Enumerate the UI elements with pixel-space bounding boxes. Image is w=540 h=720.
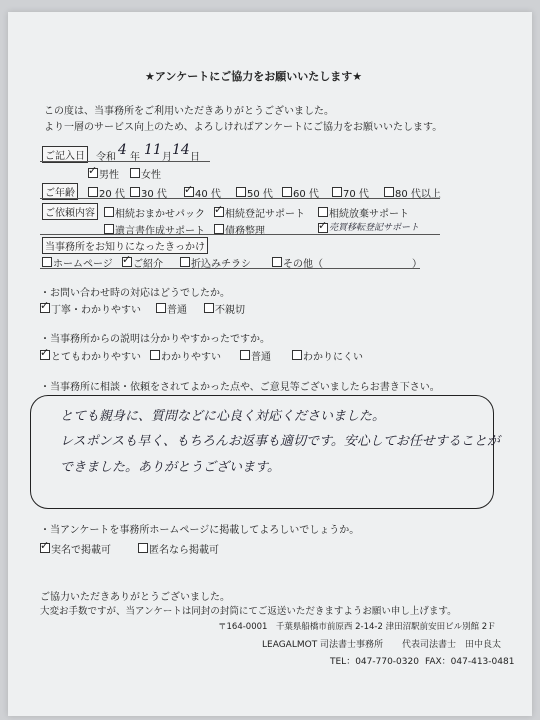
age-70s-checkbox[interactable] bbox=[332, 187, 342, 197]
comment-line-2: レスポンスも早く、もちろんお返事も適切です。安心してお任せすることが bbox=[60, 434, 500, 449]
age-underline bbox=[40, 198, 440, 199]
request-omakase-label: 相続おまかせパック bbox=[115, 209, 205, 220]
age-30s-checkbox[interactable] bbox=[130, 187, 140, 197]
entry-date-day[interactable]: 14 bbox=[172, 142, 190, 158]
q2-futsuu-label: 普通 bbox=[251, 352, 271, 363]
q4-tokumei-label: 匿名なら掲載可 bbox=[149, 545, 219, 556]
gender-female-label: 女性 bbox=[141, 170, 161, 181]
comment-line-1: とても親身に、質問などに心良く対応くださいました。 bbox=[60, 409, 386, 424]
request-omakase-checkbox[interactable] bbox=[104, 207, 114, 217]
q4-jitsumei-label: 実名で掲載可 bbox=[51, 545, 111, 556]
q1-futsuu-label: 普通 bbox=[167, 305, 187, 316]
q1-question: ・お問い合わせ時の対応はどうでしたか。 bbox=[40, 288, 230, 299]
q2-question: ・当事務所からの説明は分かりやすかったですか。 bbox=[40, 334, 270, 345]
request-houki-checkbox[interactable] bbox=[318, 207, 328, 217]
request-baibai-checkbox[interactable] bbox=[318, 223, 328, 233]
request-yuigon-checkbox[interactable] bbox=[104, 224, 114, 234]
entry-date-year[interactable]: 4 bbox=[118, 142, 127, 158]
q2-totemo-checkbox[interactable] bbox=[40, 350, 50, 360]
q4-tokumei-checkbox[interactable] bbox=[138, 543, 148, 553]
entry-date-era: 令和 bbox=[96, 152, 116, 163]
q2-wakariyasui-label: わかりやすい bbox=[161, 352, 221, 363]
q1-teinei-label: 丁寧・わかりやすい bbox=[51, 305, 141, 316]
footer-tel: TEL：047-770-0320 bbox=[330, 657, 419, 667]
entry-date-day-unit: 日 bbox=[190, 152, 200, 163]
age-50s-label: 50 代 bbox=[247, 189, 273, 200]
entry-date-month[interactable]: 11 bbox=[144, 142, 162, 158]
age-60s-label: 60 代 bbox=[293, 189, 319, 200]
q1-fushinsetsu-label: 不親切 bbox=[215, 305, 245, 316]
q1-teinei-checkbox[interactable] bbox=[40, 303, 50, 313]
age-20s-checkbox[interactable] bbox=[88, 187, 98, 197]
age-40s-checkbox[interactable] bbox=[184, 187, 194, 197]
q2-wakarinikui-label: わかりにくい bbox=[303, 352, 363, 363]
closing-line-1: ご協力いただきありがとうございました。 bbox=[40, 592, 230, 603]
age-label: ご年齢 bbox=[42, 183, 78, 200]
age-20s-label: 20 代 bbox=[99, 189, 125, 200]
footer-fax: FAX：047-413-0481 bbox=[425, 657, 515, 667]
q2-wakarinikui-checkbox[interactable] bbox=[292, 350, 302, 360]
footer-address: 〒164-0001 千葉県船橋市前原西 2-14-2 津田沼駅前安田ビル別館 2Ｆ bbox=[218, 622, 496, 632]
q3-question: ・当事務所に相談・依頼をされてよかった点や、ご意見等ございましたらお書き下さい。 bbox=[40, 382, 440, 393]
footer-office: LEAGALMOT 司法書士事務所 bbox=[262, 640, 384, 650]
entry-date-label: ご記入日 bbox=[42, 146, 88, 163]
survey-title: ★アンケートにご協力をお願いいたします★ bbox=[145, 70, 363, 83]
request-houki-label: 相続放棄サポート bbox=[329, 209, 409, 220]
age-40s-label: 40 代 bbox=[195, 189, 221, 200]
request-saimu-label: 債務整理 bbox=[225, 226, 265, 237]
gender-female-checkbox[interactable] bbox=[130, 168, 140, 178]
q1-fushinsetsu-checkbox[interactable] bbox=[204, 303, 214, 313]
intro-line-1: この度は、当事務所をご利用いただきありがとうございました。 bbox=[44, 106, 334, 117]
q4-question: ・当アンケートを事務所ホームページに掲載してよろしいでしょうか。 bbox=[40, 525, 360, 536]
age-60s-checkbox[interactable] bbox=[282, 187, 292, 197]
age-80s-checkbox[interactable] bbox=[384, 187, 394, 197]
trigger-shoukai-checkbox[interactable] bbox=[122, 257, 132, 267]
trigger-other-checkbox[interactable] bbox=[272, 257, 282, 267]
gender-male-label: 男性 bbox=[99, 170, 119, 181]
request-underline bbox=[40, 234, 440, 235]
q2-totemo-label: とてもわかりやすい bbox=[51, 352, 141, 363]
trigger-homepage-label: ホームページ bbox=[53, 259, 113, 270]
trigger-other-label: その他（ bbox=[283, 259, 323, 270]
request-touki-checkbox[interactable] bbox=[214, 207, 224, 217]
request-touki-label: 相続登記サポート bbox=[225, 209, 305, 220]
age-80s-label: 80 代以上 bbox=[395, 189, 441, 200]
comment-line-3: できました。ありがとうございます。 bbox=[60, 460, 280, 475]
age-70s-label: 70 代 bbox=[343, 189, 369, 200]
q4-jitsumei-checkbox[interactable] bbox=[40, 543, 50, 553]
closing-line-2: 大変お手数ですが、当アンケートは同封の封筒にてご返送いただきますようお願い申し上げます。 bbox=[40, 606, 457, 617]
age-30s-label: 30 代 bbox=[141, 189, 167, 200]
trigger-underline bbox=[40, 268, 420, 269]
request-saimu-checkbox[interactable] bbox=[214, 224, 224, 234]
trigger-shoukai-label: ご紹介 bbox=[133, 259, 163, 270]
trigger-other-close: ） bbox=[412, 259, 422, 270]
intro-line-2: より一層のサービス向上のため、よろしければアンケートにご協力をお願いいたします。 bbox=[44, 122, 443, 133]
entry-date-underline bbox=[40, 161, 210, 162]
request-label: ご依頼内容 bbox=[42, 203, 98, 220]
age-50s-checkbox[interactable] bbox=[236, 187, 246, 197]
trigger-chirashi-checkbox[interactable] bbox=[180, 257, 190, 267]
request-baibai-label[interactable]: 売買移転登記サポート bbox=[329, 223, 420, 233]
q2-wakariyasui-checkbox[interactable] bbox=[150, 350, 160, 360]
trigger-label: 当事務所をお知りになったきっかけ bbox=[42, 237, 208, 254]
trigger-homepage-checkbox[interactable] bbox=[42, 257, 52, 267]
request-yuigon-label: 遺言書作成サポート bbox=[115, 226, 205, 237]
trigger-chirashi-label: 折込みチラシ bbox=[191, 259, 251, 270]
entry-date-month-unit: 月 bbox=[162, 152, 172, 163]
q2-futsuu-checkbox[interactable] bbox=[240, 350, 250, 360]
footer-representative: 代表司法書士 田中良太 bbox=[402, 640, 502, 650]
gender-male-checkbox[interactable] bbox=[88, 168, 98, 178]
q1-futsuu-checkbox[interactable] bbox=[156, 303, 166, 313]
entry-date-year-unit: 年 bbox=[130, 152, 140, 163]
